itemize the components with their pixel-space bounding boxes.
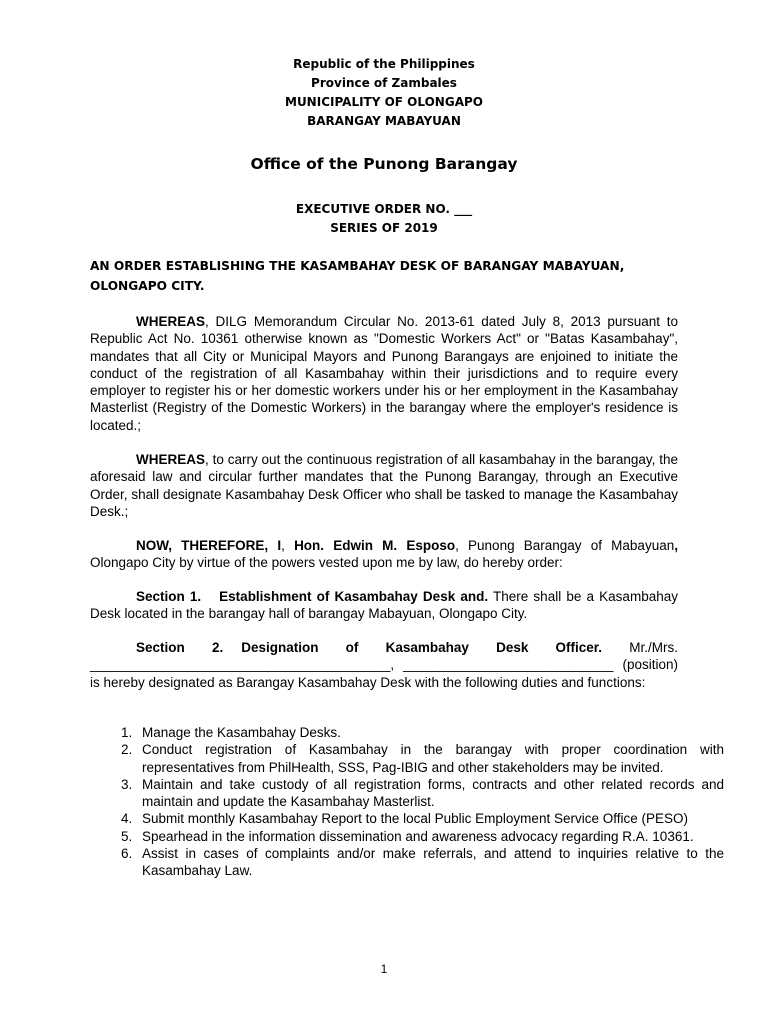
whereas-text: , DILG Memorandum Circular No. 2013-61 dated July 8, 2013 pursuant to Republic Act No. 10361 otherwise known as "Domestic Workers Act" or "Batas Kasambahay", mandates that all City or Municipal Mayors and Punong Barangays are enjoined to initiate the conduct of the registration of all Kasambahay within their jurisdictions and to require every employer to register his or her domestic workers under his or her employment in the Kasambahay Masterlist (Registry of the Domestic Workers) in the barangay where the employer's residence is located.; [90, 314, 678, 433]
executive-order-number: EXECUTIVE ORDER NO. ___ [295, 202, 473, 216]
comma: , [281, 538, 295, 553]
now-therefore-lead: NOW, THEREFORE, I [136, 538, 282, 553]
section-2-heading: Designation of Kasambahay Desk Officer. [241, 640, 603, 655]
section-1-paragraph [90, 588, 678, 623]
executive-order-block [0, 200, 768, 238]
page-number: 1 [380, 962, 388, 976]
header-province: Province of Zambales [311, 76, 457, 90]
header-barangay: BARANGAY MABAYUAN [307, 114, 461, 128]
section-2-text: Mr./Mrs. ________________________________________, ____________________________ (position) is hereby designated as Barangay Kasambahay Desk with the following duties and functions: [90, 640, 678, 690]
now-therefore-text-2: Olongapo City by virtue of the powers vested upon me by law, do hereby order: [90, 555, 563, 571]
order-title: AN ORDER ESTABLISHING THE KASAMBAHAY DESK OF BARANGAY MABAYUAN, OLONGAPO CITY. [90, 259, 625, 293]
whereas-paragraph-1 [90, 313, 678, 434]
official-name: Hon. Edwin M. Esposo [294, 538, 456, 553]
section-1-label: Section 1. [136, 589, 202, 604]
list-item: 1. Manage the Kasambahay Desks. [136, 724, 724, 741]
list-item: 3. Maintain and take custody of all registration forms, contracts and other related records and maintain and update the Kasambahay Masterlist. [136, 776, 724, 811]
section-1-text: There shall be a Kasambahay Desk located in the barangay hall of barangay Mabayuan, Olongapo City. [90, 589, 678, 622]
whereas-lead: WHEREAS [136, 452, 206, 467]
list-item: 5. Spearhead in the information dissemination and awareness advocacy regarding R.A. 10361. [136, 828, 724, 845]
now-therefore-text-1: , Punong Barangay of Mabayuan [455, 538, 675, 553]
whereas-paragraph-2 [90, 451, 678, 520]
now-therefore-paragraph [90, 537, 678, 572]
list-item: 2. Conduct registration of Kasambahay in the barangay with proper coordination with representatives from PhilHealth, SSS, Pag-IBIG and other stakeholders may be invited. [136, 741, 724, 776]
letterhead [0, 55, 768, 131]
duties-list [90, 724, 724, 880]
executive-order-series: SERIES OF 2019 [330, 221, 438, 235]
header-republic: Republic of the Philippines [293, 57, 475, 71]
header-municipality: MUNICIPALITY OF OLONGAPO [285, 95, 483, 109]
list-item: 4. Submit monthly Kasambahay Report to the local Public Employment Service Office (PESO) [136, 810, 724, 827]
section-2-paragraph [90, 639, 678, 691]
section-1-heading: Establishment of Kasambahay Desk and. [219, 589, 489, 604]
office-title: Office of the Punong Barangay [250, 155, 518, 173]
section-2-label: Section 2. [136, 640, 224, 655]
comma: , [674, 538, 678, 553]
list-item: 6. Assist in cases of complaints and/or make referrals, and attend to inquiries relative to the Kasambahay Law. [136, 845, 724, 880]
whereas-lead: WHEREAS [136, 314, 206, 329]
whereas-text: , to carry out the continuous registration of all kasambahay in the barangay, the aforesaid law and circular further mandates that the Punong Barangay, through an Executive Order, shall designate Kasambahay Desk Officer who shall be tasked to manage the Kasambahay Desk.; [90, 452, 678, 519]
